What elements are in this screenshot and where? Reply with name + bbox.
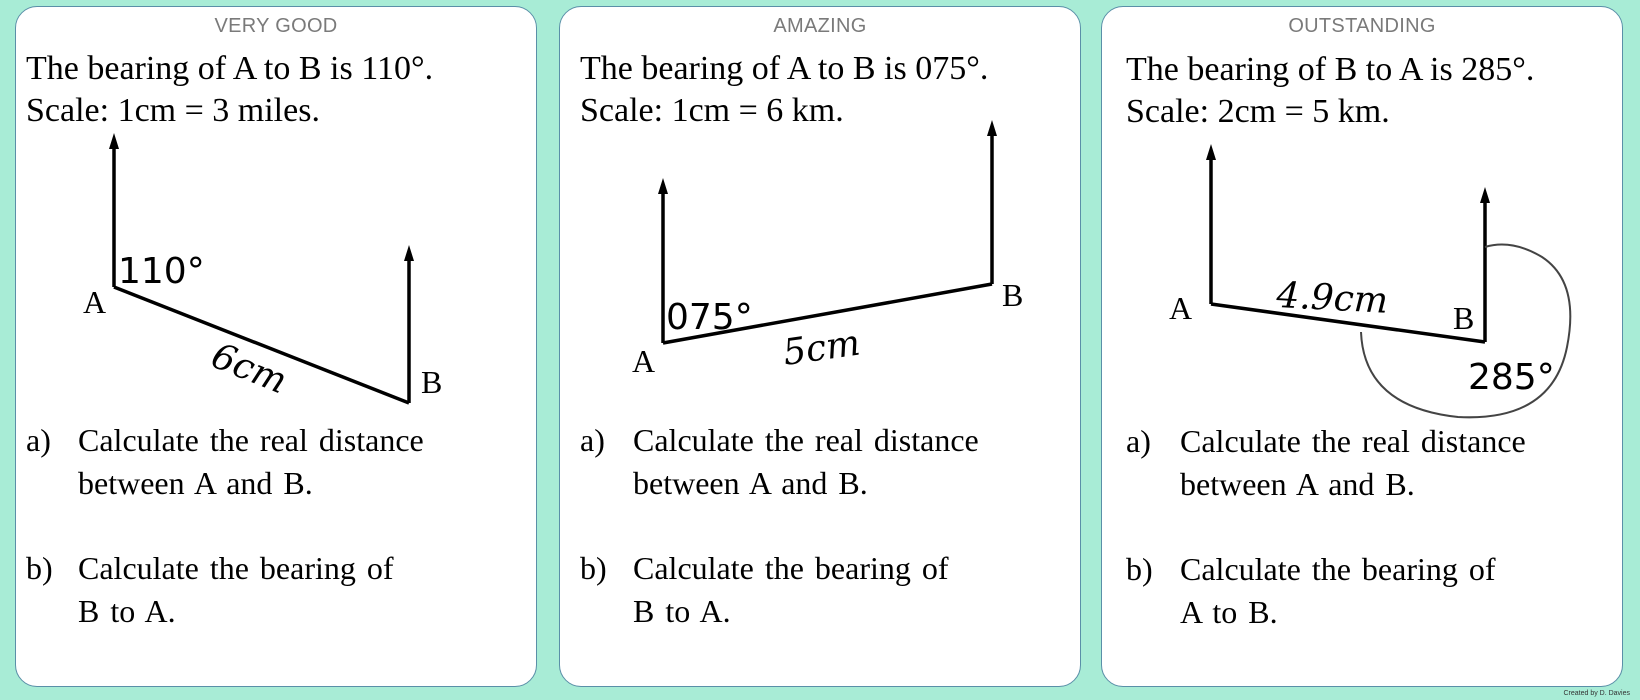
north-arrowhead-b	[987, 120, 997, 136]
length-label: 5cm	[780, 322, 863, 374]
bearing-statement: The bearing of A to B is 110°.	[26, 50, 434, 87]
question-a-line-1: Calculate the real distance	[633, 422, 979, 458]
north-arrowhead-b	[404, 245, 414, 261]
question-a-letter: a)	[26, 422, 51, 458]
north-arrowhead-a	[109, 133, 119, 149]
scale-statement: Scale: 1cm = 3 miles.	[26, 92, 320, 129]
card-title: OUTSTANDING	[1288, 15, 1436, 37]
bearing-statement: The bearing of A to B is 075°.	[580, 50, 989, 87]
question-b-line-2: B to A.	[633, 593, 731, 629]
question-b-letter: b)	[1126, 551, 1153, 587]
question-a-letter: a)	[1126, 423, 1151, 459]
angle-label: 285°	[1468, 357, 1555, 398]
question-card-outstanding	[1101, 6, 1623, 687]
point-a-label: A	[632, 343, 656, 379]
question-a-line-2: between A and B.	[633, 465, 868, 501]
length-label: 6cm	[205, 335, 293, 403]
bearing-statement: The bearing of B to A is 285°.	[1126, 51, 1535, 88]
card-title: AMAZING	[773, 15, 867, 37]
question-b-letter: b)	[26, 550, 53, 586]
question-b-line-2: B to A.	[78, 593, 176, 629]
question-a-line-2: between A and B.	[78, 465, 313, 501]
credit-text: Created by D. Davies	[1563, 690, 1630, 697]
question-b-line-1: Calculate the bearing of	[633, 550, 949, 586]
question-card-very-good	[15, 6, 537, 687]
question-a-line-1: Calculate the real distance	[78, 422, 424, 458]
question-card-amazing	[559, 6, 1081, 687]
question-a-line-2: between A and B.	[1180, 466, 1415, 502]
angle-label: 110°	[118, 251, 205, 292]
card-title: VERY GOOD	[214, 15, 338, 37]
question-b-line-1: Calculate the bearing of	[78, 550, 394, 586]
point-b-label: B	[1002, 277, 1024, 313]
question-b-line-1: Calculate the bearing of	[1180, 551, 1496, 587]
north-arrowhead-b	[1480, 187, 1490, 203]
point-a-label: A	[1169, 290, 1193, 326]
question-a-line-1: Calculate the real distance	[1180, 423, 1526, 459]
point-b-label: B	[421, 364, 443, 400]
point-a-label: A	[83, 284, 107, 320]
point-b-label: B	[1453, 300, 1475, 336]
length-label: 4.9cm	[1275, 275, 1390, 322]
angle-label: 075°	[666, 297, 753, 338]
question-b-letter: b)	[580, 550, 607, 586]
scale-statement: Scale: 1cm = 6 km.	[580, 92, 844, 129]
north-arrowhead-a	[658, 178, 668, 194]
north-arrowhead-a	[1206, 144, 1216, 160]
scale-statement: Scale: 2cm = 5 km.	[1126, 93, 1390, 130]
question-a-letter: a)	[580, 422, 605, 458]
question-b-line-2: A to B.	[1180, 594, 1278, 630]
